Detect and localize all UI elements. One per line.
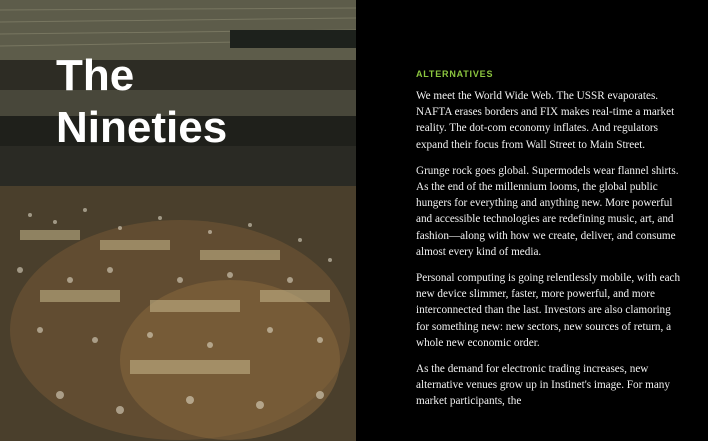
paragraph-3: Personal computing is going relentlessly mobile, with each new device slimmer, faster, more powerful, and more interconnected than the last. Investors are also clamoring for something new: new sectors, new sources of return, a whole new economic order. [416,272,681,349]
page-title [56,50,227,154]
title-line-2: Nineties [56,103,228,152]
section-label: ALTERNATIVES [416,69,494,79]
paragraph-1: We meet the World Wide Web. The USSR evaporates. NAFTA erases borders and FIX makes real-time a market reality. The dot-com economy inflates. And regulators expand their focus from Wall Street to Main Street. [416,90,675,151]
body-text [416,88,686,420]
paragraph-4: As the demand for electronic trading increases, new alternative venues grow up in Instinet's image. For many market participants, the [416,363,670,408]
title-line-1: The [56,51,135,100]
paragraph-2: Grunge rock goes global. Supermodels wear flannel shirts. As the end of the millennium looms, the global public hungers for everything and anything new. More powerful and accessible technologies are redefining music, art, and fashion—along with how we create, deliver, and consume almost every kind of media. [416,164,679,258]
text-panel [356,0,708,441]
